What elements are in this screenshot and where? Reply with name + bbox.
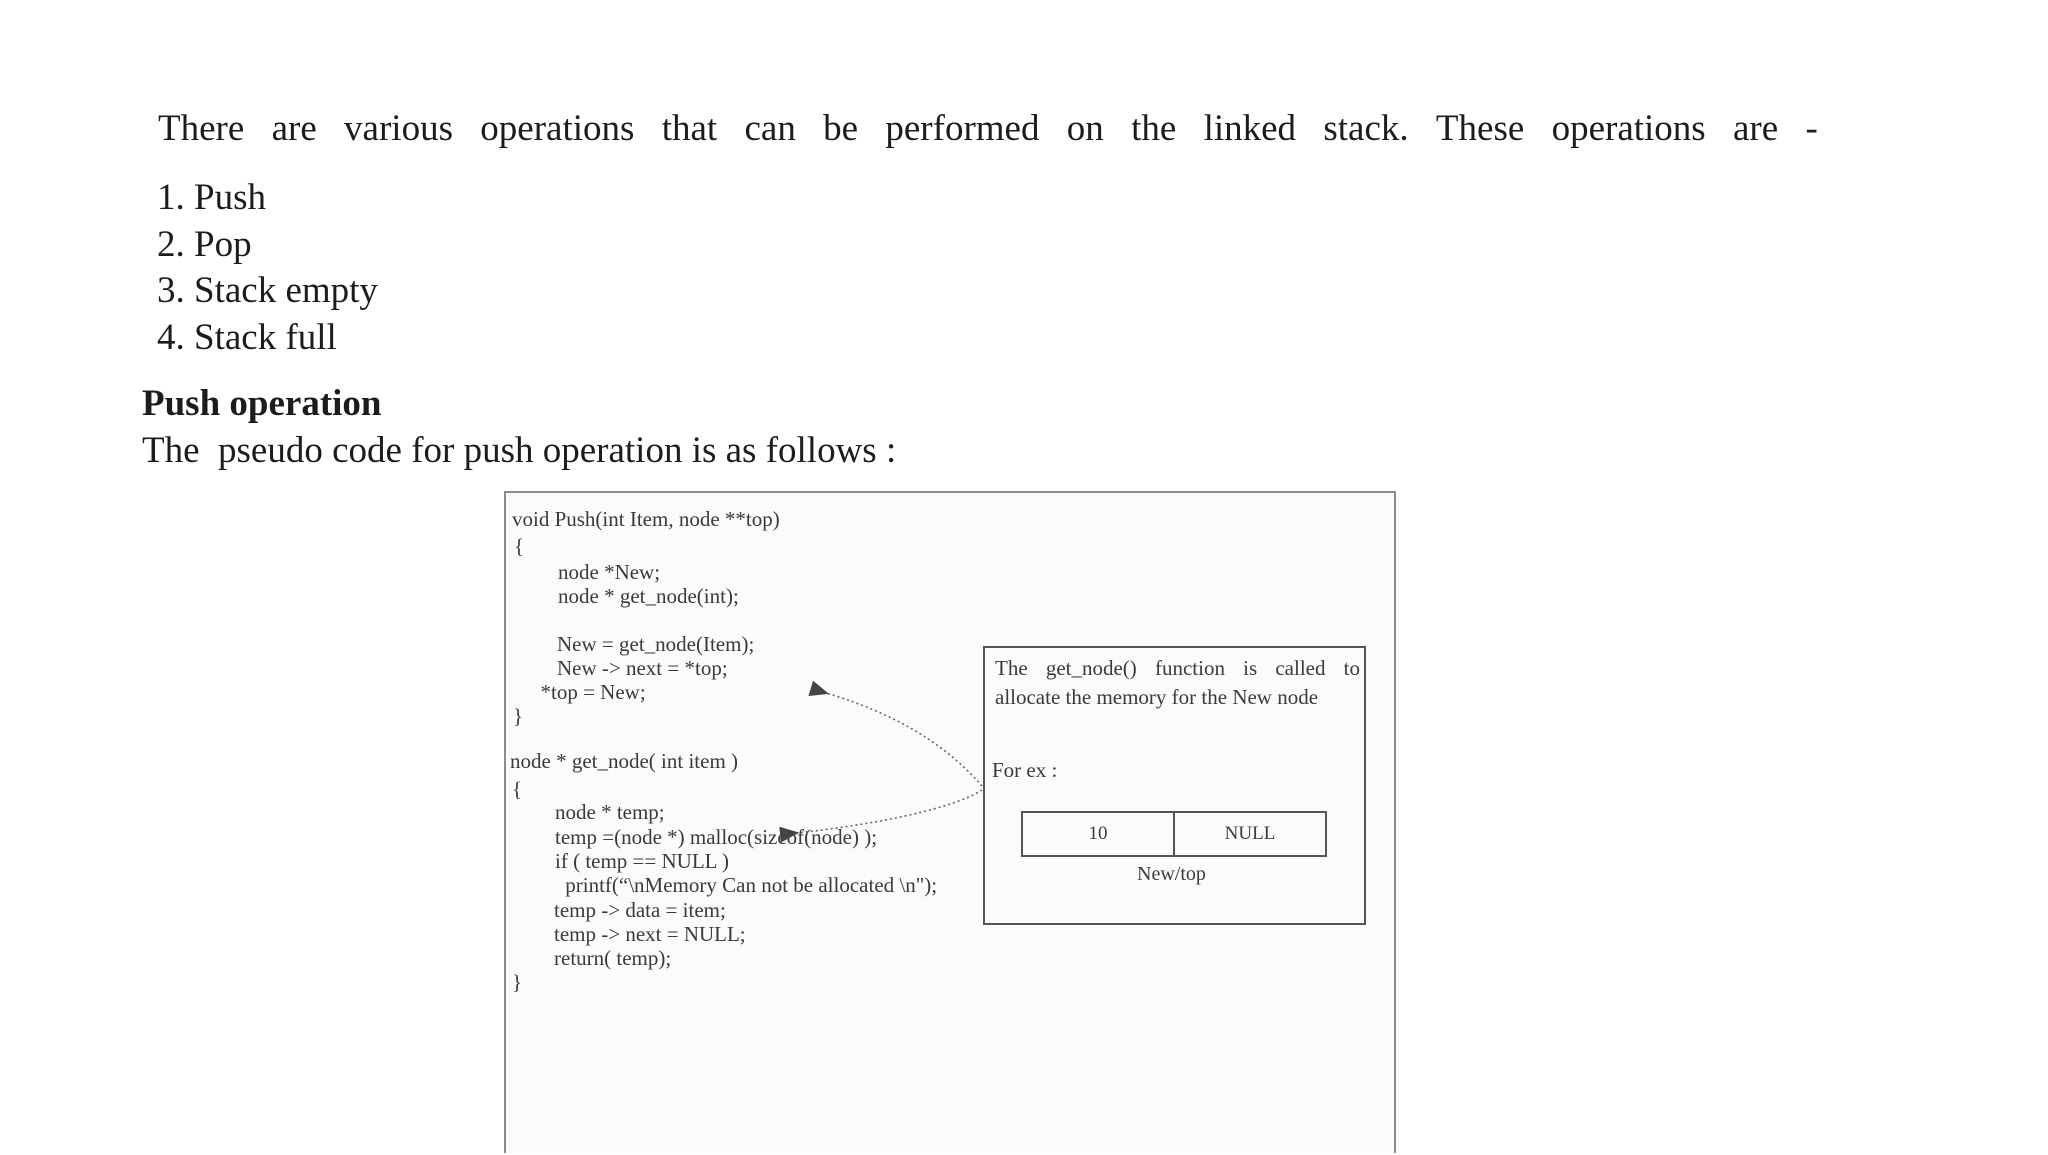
code-line: temp -> next = NULL; bbox=[533, 922, 746, 946]
code-line: New = get_node(Item); bbox=[536, 632, 755, 656]
code-line: { bbox=[514, 534, 525, 558]
code-line: } bbox=[512, 970, 523, 994]
code-line: return( temp); bbox=[533, 946, 672, 970]
operation-stack-empty: 3. Stack empty bbox=[157, 270, 378, 311]
intro-word: linked bbox=[1203, 108, 1297, 149]
pseudo-code-figure bbox=[504, 491, 1396, 1153]
intro-word: operations bbox=[1551, 108, 1706, 149]
intro-word: can bbox=[744, 108, 796, 149]
node-next-cell: NULL bbox=[1173, 813, 1325, 855]
code-line: node * get_node(int); bbox=[537, 584, 739, 608]
section-heading: Push operation bbox=[142, 383, 382, 424]
get-node-callout bbox=[983, 646, 1366, 925]
intro-word: that bbox=[661, 108, 718, 149]
node-caption: New/top bbox=[1137, 863, 1206, 885]
code-line: void Push(int Item, node **top) bbox=[512, 507, 780, 531]
code-line: *top = New; bbox=[530, 680, 646, 704]
code-line: } bbox=[513, 704, 524, 728]
callout-example-label: For ex : bbox=[992, 758, 1058, 782]
intro-word: operations bbox=[480, 108, 635, 149]
operation-pop: 2. Pop bbox=[157, 223, 252, 265]
intro-word: on bbox=[1066, 108, 1104, 149]
operation-push: 1. Push bbox=[157, 177, 266, 218]
intro-word: the bbox=[1131, 108, 1177, 149]
intro-word: are bbox=[271, 108, 317, 149]
intro-word: be bbox=[823, 108, 859, 149]
intro-word: performed bbox=[885, 108, 1040, 149]
code-line: if ( temp == NULL ) bbox=[534, 849, 729, 873]
intro-word: various bbox=[344, 108, 453, 149]
code-line: temp =(node *) malloc(sizeof(node) ); bbox=[534, 825, 878, 849]
intro-word: stack. bbox=[1323, 108, 1409, 149]
code-line: node *New; bbox=[537, 560, 661, 584]
code-line: node * get_node( int item ) bbox=[510, 749, 739, 773]
operation-stack-full: 4. Stack full bbox=[157, 316, 337, 358]
node-data-cell: 10 bbox=[1088, 823, 1108, 844]
code-line: node * temp; bbox=[534, 800, 665, 824]
node-diagram bbox=[1021, 811, 1327, 857]
intro-word: There bbox=[158, 108, 245, 149]
intro-word: are bbox=[1733, 108, 1779, 149]
section-text: The pseudo code for push operation is as follows : bbox=[142, 430, 897, 471]
callout-text: The get_node() function is called to allocate the memory for the New node bbox=[995, 656, 1360, 709]
operations-list bbox=[157, 175, 378, 361]
intro-word: - bbox=[1805, 108, 1818, 149]
intro-word: These bbox=[1435, 108, 1525, 149]
code-line: temp -> data = item; bbox=[533, 898, 726, 922]
arrow-to-get-node-call bbox=[826, 693, 982, 786]
intro-paragraph bbox=[158, 103, 1818, 155]
code-line: New -> next = *top; bbox=[536, 656, 728, 680]
code-line: { bbox=[512, 777, 523, 801]
code-line: printf(“\nMemory Can not be allocated \n"); bbox=[539, 873, 938, 897]
